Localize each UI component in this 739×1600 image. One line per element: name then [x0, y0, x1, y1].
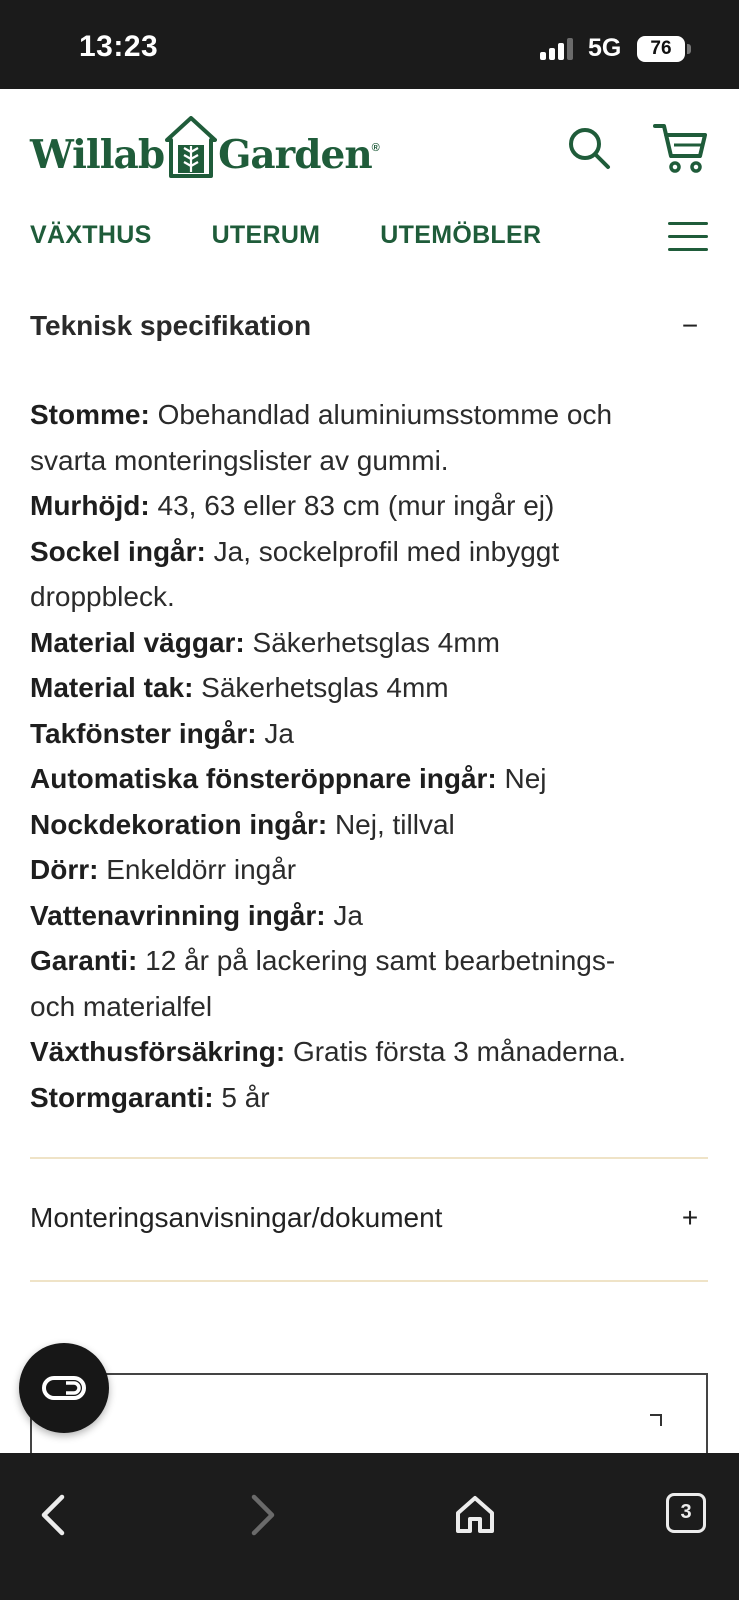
- search-icon: [566, 125, 612, 171]
- corner-arrow-icon: [650, 1414, 662, 1426]
- section-divider: [30, 1280, 708, 1282]
- chat-icon: [40, 1372, 88, 1404]
- tabs-button[interactable]: 3: [666, 1493, 706, 1533]
- forward-button[interactable]: [248, 1493, 278, 1542]
- spec-line-continuation: droppbleck.: [30, 581, 175, 612]
- spec-line-sockel: Sockel ingår: Ja, sockelprofil med inbyggt: [30, 535, 560, 567]
- main-nav: [30, 221, 601, 250]
- expand-plus-icon: +: [681, 1202, 699, 1233]
- spec-accordion-header[interactable]: [30, 310, 710, 342]
- signal-icon: [540, 38, 576, 60]
- search-button[interactable]: [566, 125, 612, 171]
- spec-line-garanti: Garanti: 12 år på lackering samt bearbetnings-: [30, 945, 616, 976]
- spec-line-continuation: och materialfel: [30, 990, 213, 1022]
- chat-button[interactable]: [19, 1343, 109, 1433]
- battery-tip: [687, 44, 691, 54]
- network-type: 5G: [588, 34, 622, 62]
- back-button[interactable]: [38, 1493, 68, 1542]
- site-header: [0, 89, 739, 274]
- cart-button[interactable]: [652, 121, 708, 175]
- spec-title: Teknisk specifikation: [30, 310, 312, 341]
- willab-garden-logo[interactable]: [30, 114, 379, 178]
- status-time: 13:23: [79, 30, 159, 63]
- spec-line-material-vaggar: Material väggar: Säkerhetsglas 4mm: [30, 626, 500, 658]
- house-logo-icon: [165, 116, 217, 178]
- chevron-right-icon: [248, 1493, 278, 1537]
- spec-list: [30, 392, 720, 1120]
- home-icon: [454, 1493, 496, 1535]
- spec-line-nockdekoration: Nockdekoration ingår: Nej, tillval: [30, 808, 455, 840]
- battery-icon: 76: [637, 36, 685, 62]
- chevron-left-icon: [38, 1493, 68, 1537]
- spec-line-material-tak: Material tak: Säkerhetsglas 4mm: [30, 672, 449, 703]
- nav-link-vaxthus[interactable]: VÄXTHUS: [30, 221, 152, 249]
- spec-line-takfonster: Takfönster ingår: Ja: [30, 717, 294, 749]
- spec-line-murhojd: Murhöjd: 43, 63 eller 83 cm (mur ingår ej): [30, 490, 555, 521]
- product-card-partial: [30, 1373, 708, 1453]
- spec-line-dorr: Dörr: Enkeldörr ingår: [30, 854, 297, 885]
- logo-text-left: Willab: [30, 132, 165, 178]
- nav-link-uterum[interactable]: UTERUM: [211, 221, 321, 249]
- spec-line-continuation: svarta monteringslister av gummi.: [30, 444, 449, 476]
- hamburger-line: [668, 235, 708, 238]
- logo-registered-mark: ®: [371, 142, 379, 154]
- home-button[interactable]: [454, 1493, 496, 1540]
- nav-link-utemobler[interactable]: UTEMÖBLER: [380, 221, 542, 249]
- spec-line-stormgaranti: Stormgaranti: 5 år: [30, 1081, 270, 1113]
- status-bar: [0, 0, 739, 89]
- spec-line-forsakring: Växthusförsäkring: Gratis första 3 månaderna.: [30, 1036, 626, 1067]
- spec-line-fonsteroppnare: Automatiska fönsteröppnare ingår: Nej: [30, 763, 547, 794]
- cart-icon: [652, 121, 708, 175]
- collapse-minus-icon: −: [681, 310, 699, 341]
- docs-title: Monteringsanvisningar/dokument: [30, 1202, 443, 1233]
- spec-line-vattenavrinning: Vattenavrinning ingår: Ja: [30, 899, 363, 931]
- section-divider: [30, 1157, 708, 1159]
- hamburger-menu-button[interactable]: [668, 220, 710, 254]
- docs-accordion-header[interactable]: [30, 1202, 710, 1234]
- logo-text-right: Garden: [218, 132, 372, 178]
- browser-toolbar: [0, 1453, 739, 1600]
- hamburger-line: [668, 222, 708, 225]
- spec-line-stomme: Stomme: Obehandlad aluminiumsstomme och: [30, 399, 613, 430]
- hamburger-line: [668, 248, 708, 251]
